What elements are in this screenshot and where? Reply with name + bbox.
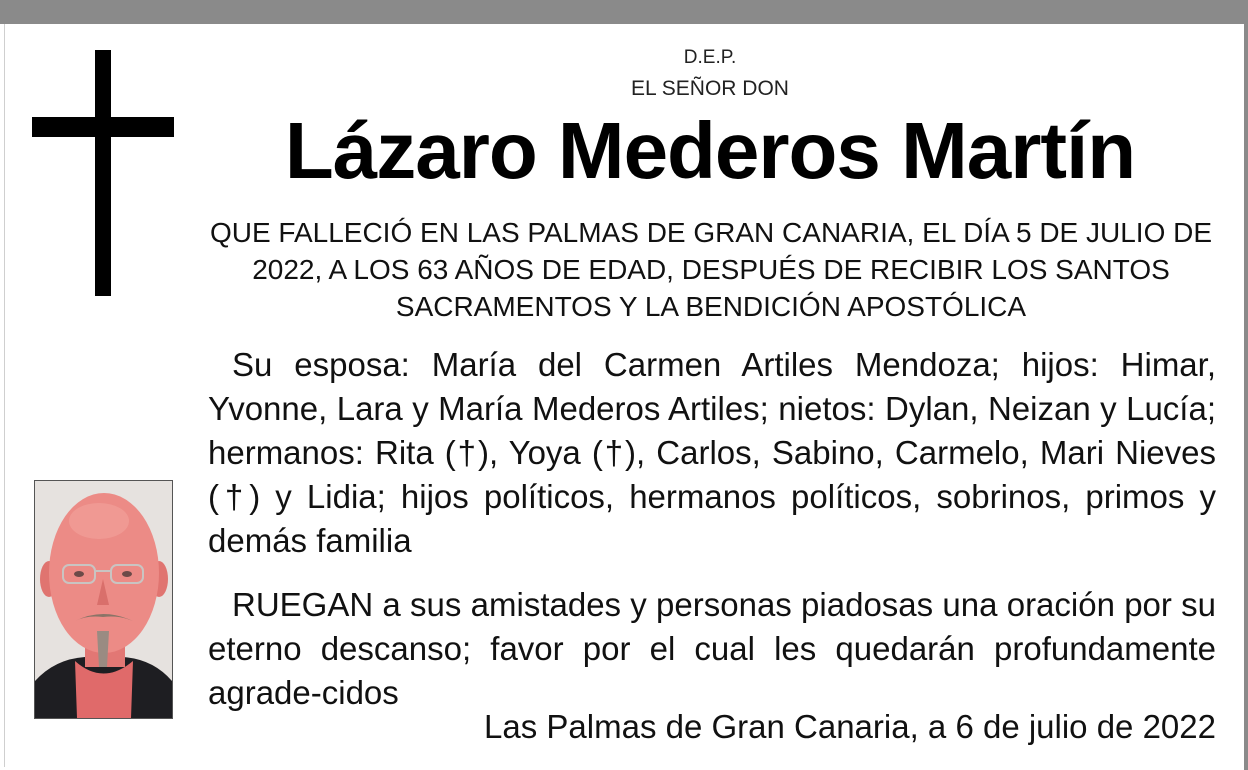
cross-horizontal-bar (32, 117, 174, 137)
death-notice: QUE FALLECIÓ EN LAS PALMAS DE GRAN CANARIA, EL DÍA 5 DE JULIO DE 2022, A LOS 63 AÑOS DE EDAD, DESPUÉS DE RECIBIR LOS SANTOS SACRAMENTOS Y LA BENDICIÓN APOSTÓLICA (209, 217, 1213, 322)
dep-label: D.E.P. (683, 47, 737, 68)
deceased-name: Lázaro Mederos Martín (284, 106, 1136, 195)
request-text: RUEGAN a sus amistades y personas piadosas una oración por su eterno descanso; favor por el cual les quedarán profundamente agrade-cidos (208, 586, 1216, 711)
top-border (0, 0, 1248, 24)
right-border (1244, 0, 1248, 770)
request-paragraph (208, 583, 1216, 715)
family-paragraph (208, 343, 1216, 563)
place-and-date: Las Palmas de Gran Canaria, a 6 de julio de 2022 (484, 708, 1216, 745)
family-text: Su esposa: María del Carmen Artiles Mendoza; hijos: Himar, Yvonne, Lara y María Mederos Artiles; nietos: Dylan, Neizan y Lucía; hermanos: Rita (†), Yoya (†), Carlos, Sabino, Carmelo, Mari Nieves (†) y Lidia; hijos políticos, hermanos políticos, sobrinos, primos y demás familia (208, 346, 1216, 559)
portrait-illustration (35, 481, 172, 718)
portrait-photo (34, 480, 173, 719)
title-prefix: EL SEÑOR DON (631, 77, 789, 100)
cross-vertical-bar (95, 50, 111, 296)
